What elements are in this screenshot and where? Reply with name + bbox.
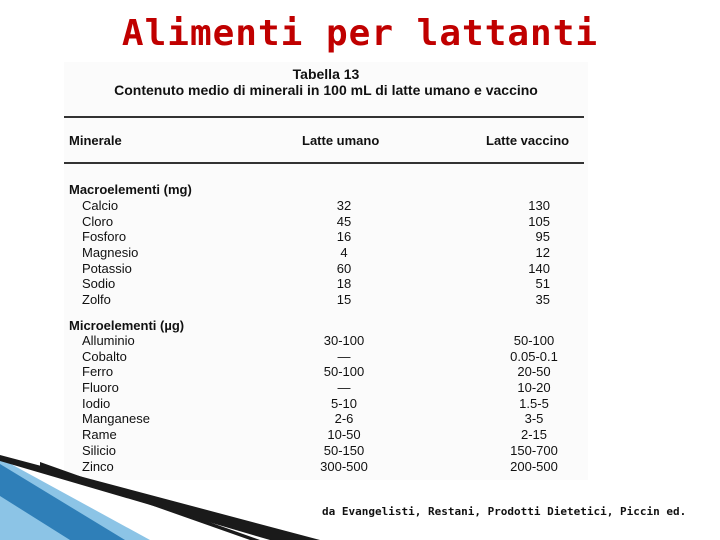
human-milk-value: 32: [336, 198, 352, 213]
cow-milk-value: 130: [528, 198, 550, 213]
mineral-name: Calcio: [82, 198, 119, 213]
cow-milk-value: 1.5-5: [519, 395, 549, 411]
human-milk-value: 4: [340, 245, 348, 261]
human-milk-value: 16: [336, 229, 352, 245]
mineral-name: Fluoro: [82, 380, 119, 396]
header-human-milk: Latte umano: [302, 133, 380, 148]
cow-milk-value: 50-100: [513, 333, 555, 348]
human-milk-value: 18: [336, 276, 352, 292]
cow-milk-value: 105: [528, 213, 550, 229]
mineral-name: Ferro: [82, 364, 114, 380]
cow-milk-value: 51: [535, 276, 550, 292]
cow-milk-value: 10-20: [517, 380, 551, 396]
human-milk-value: 30-100: [323, 333, 365, 348]
macro-group-title: Macroelementi (mg): [69, 182, 192, 197]
mineral-name: Iodio: [82, 395, 111, 411]
cow-milk-value: 35: [535, 292, 550, 308]
mineral-name: Zinco: [82, 458, 114, 474]
cow-milk-value: 95: [535, 229, 550, 245]
mineral-name: Alluminio: [82, 333, 135, 348]
header-mineral: Minerale: [69, 133, 122, 148]
mineral-name: Silicio: [82, 442, 116, 458]
mineral-name: Magnesio: [82, 245, 139, 261]
cow-milk-value: 200-500: [510, 458, 558, 474]
human-milk-value: 300-500: [320, 458, 368, 474]
mineral-name: Manganese: [82, 411, 150, 427]
human-milk-value: 15: [336, 292, 352, 308]
human-milk-value: 50-150: [323, 442, 365, 458]
human-milk-value: 2-6: [334, 411, 354, 427]
cow-milk-value: 20-50: [517, 364, 551, 380]
human-milk-value: 60: [336, 260, 352, 276]
mineral-name: Cloro: [82, 213, 114, 229]
slide-title: Alimenti per lattanti: [121, 13, 599, 54]
cow-milk-value: 2-15: [520, 427, 548, 443]
mineral-name: Sodio: [82, 276, 116, 292]
human-milk-value: 50-100: [323, 364, 365, 380]
cow-milk-value: 140: [528, 260, 550, 276]
human-milk-value: —: [337, 380, 351, 396]
mineral-name: Zolfo: [82, 292, 111, 308]
human-milk-value: 5-10: [330, 395, 358, 411]
header-cow-milk: Latte vaccino: [486, 133, 570, 148]
cow-milk-value: 150-700: [510, 442, 558, 458]
cow-milk-value: 0.05-0.1: [510, 348, 558, 364]
table-caption: Contenuto medio di minerali in 100 mL di latte umano e vaccino: [114, 82, 538, 98]
mineral-name: Rame: [82, 427, 117, 443]
human-milk-value: 45: [336, 213, 352, 229]
human-milk-value: —: [337, 348, 351, 364]
mineral-name: Fosforo: [82, 229, 127, 245]
human-milk-value: 10-50: [327, 427, 361, 443]
cow-milk-value: 3-5: [524, 411, 544, 427]
mineral-name: Potassio: [82, 260, 132, 276]
cow-milk-value: 12: [535, 245, 550, 261]
table-number: Tabella 13: [292, 66, 360, 82]
mineral-name: Cobalto: [82, 348, 127, 364]
micro-group-title: Microelementi (µg): [69, 318, 185, 333]
source-citation: da Evangelisti, Restani, Prodotti Dietetici, Piccin ed.: [322, 505, 687, 518]
